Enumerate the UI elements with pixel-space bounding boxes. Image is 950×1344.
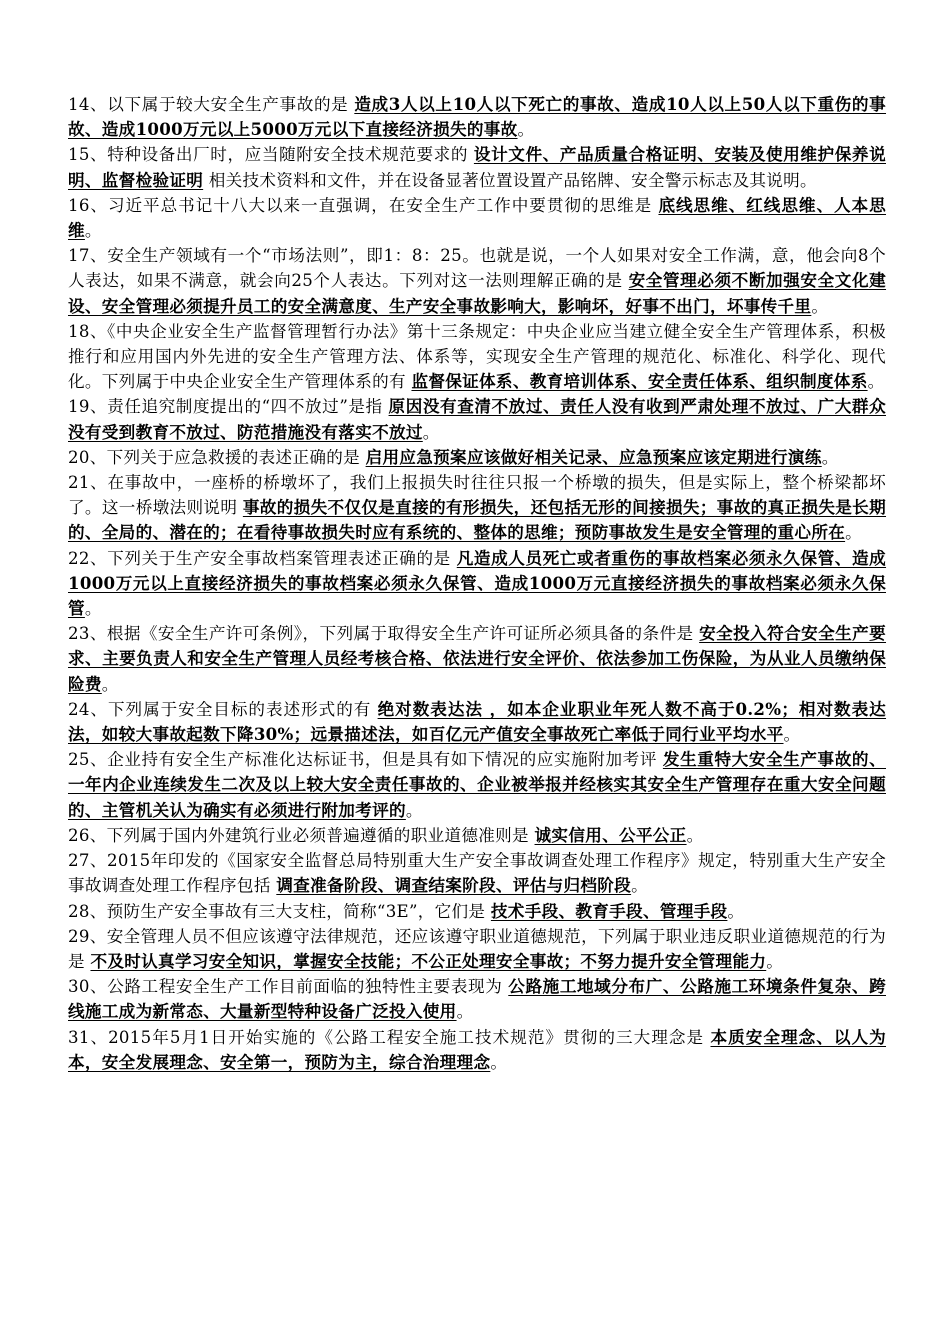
- question-14: [68, 92, 886, 142]
- question-text: 安全生产领域有一个“市场法则”，即1：8：25。也就是说，一个人如果对安全工作满，意，他会向8个人表达，如果不满意，就会向25个人表达。下列对这一法则理解正确的是: [68, 246, 886, 291]
- question-number: 29、: [68, 926, 107, 946]
- question-text: 2015年印发的《国家安全监督总局特别重大生产安全事故调查处理工作程序》规定，特别重大生产安全事故调查处理工作程序包括: [68, 851, 887, 896]
- question-text: 下列关于生产安全事故档案管理表述正确的是: [107, 548, 451, 568]
- answer-text: 造成3人以上10人以下死亡的事故、造成10人以上50人以下重伤的事故、造成1000万元以上5000万元以下直接经济损失的事故: [68, 94, 887, 140]
- answer-text: 安全管理必须不断加强安全文化建设、安全管理必须提升员工的安全满意度、生产安全事故影响大，影响坏，好事不出门，坏事传千里: [68, 270, 887, 316]
- question-number: 21、: [68, 473, 108, 493]
- question-26: [68, 823, 886, 848]
- question-tail: 。: [101, 674, 119, 694]
- question-number: 20、: [68, 447, 107, 467]
- answer-text: 技术手段、教育手段、管理手段: [490, 900, 728, 921]
- question-text: 企业持有安全生产标准化达标证书，但是具有如下情况的应实施附加考评: [107, 750, 658, 770]
- question-tail: 。: [422, 422, 440, 442]
- answer-text: 启用应急预案应该做好相关记录、应急预案应该定期进行演练: [365, 446, 822, 467]
- question-number: 27、: [68, 851, 108, 871]
- question-30: [68, 974, 886, 1024]
- answer-text: 设计文件、产品质量合格证明、安装及使用维护保养说明、监督检验证明: [68, 144, 886, 190]
- question-tail: 。: [783, 725, 801, 745]
- answer-text: 监督保证体系、教育培训体系、安全责任体系、组织制度体系: [411, 371, 868, 392]
- question-15: [68, 142, 886, 192]
- question-tail: 。: [686, 825, 704, 845]
- question-number: 28、: [68, 901, 107, 921]
- answer-text: 公路施工地域分布广、公路施工环境条件复杂、跨线施工成为新常态、大量新型特种设备广泛投入使用: [68, 976, 886, 1022]
- question-23: [68, 621, 886, 697]
- answer-text: 调查准备阶段、调查结案阶段、评估与归档阶段: [276, 875, 632, 896]
- question-number: 25、: [68, 750, 108, 770]
- document-body: [68, 92, 886, 1075]
- question-number: 23、: [68, 624, 107, 644]
- answer-text: 底线思维、红线思维、人本思维: [68, 194, 887, 241]
- question-tail: 相关技术资料和文件，并在设备显著位置设置产品铭牌、安全警示标志及其说明。: [208, 170, 817, 190]
- question-tail: 。: [821, 447, 839, 467]
- question-text: 《中央企业安全生产监督管理暂行办法》第十三条规定：中央企业应当建立健全安全生产管理体系，积极推行和应用国内外先进的安全生产管理方法、体系等，实现安全生产管理的规范化、标准化、科学化、现代化。下列属于中央企业安全生产管理体系的有: [68, 321, 886, 392]
- question-27: [68, 848, 886, 898]
- answer-text: 发生重特大安全生产事故的、一年内企业连续发生二次及以上较大安全责任事故的、企业被举报并经核实其安全生产管理存在重大安全问题的、主管机关认为确实有必须进行附加考评的: [68, 749, 886, 820]
- question-text: 以下属于较大安全生产事故的是: [107, 95, 349, 114]
- question-text: 安全管理人员不但应该遵守法律规范，还应该遵守职业道德规范，下列属于职业违反职业道德规范的行为是: [68, 926, 887, 971]
- question-16: [68, 193, 886, 243]
- question-17: [68, 243, 886, 319]
- question-tail: 。: [517, 120, 535, 140]
- question-tail: 。: [867, 372, 885, 392]
- question-number: 24、: [68, 699, 108, 719]
- question-text: 特种设备出厂时，应当随附安全技术规范要求的: [107, 145, 469, 165]
- question-tail: 。: [845, 523, 863, 543]
- answer-text: 凡造成人员死亡或者重伤的事故档案必须永久保管、造成1000万元以上直接经济损失的事故档案必须永久保管、造成1000万元直接经济损失的事故档案必须永久保管: [68, 547, 887, 619]
- question-text: 公路工程安全生产工作目前面临的独特性主要表现为: [107, 977, 503, 997]
- question-24: [68, 697, 886, 747]
- question-text: 责任追究制度提出的“四不放过”是指: [107, 397, 383, 417]
- question-31: [68, 1025, 886, 1075]
- question-number: 26、: [68, 825, 107, 845]
- question-22: [68, 546, 886, 622]
- question-text: 下列属于安全目标的表述形式的有: [107, 699, 372, 719]
- question-text: 2015年5月1日开始实施的《公路工程安全施工技术规范》贯彻的三大理念是: [108, 1027, 705, 1047]
- question-tail: 。: [631, 876, 648, 896]
- question-text: 下列属于国内外建筑行业必须普遍遵循的职业道德准则是: [106, 825, 529, 845]
- question-number: 31、: [68, 1027, 109, 1047]
- answer-text: 不及时认真学习安全知识，掌握安全技能；不公正处理安全事故；不努力提升安全管理能力: [90, 950, 767, 971]
- answer-text: 诚实信用、公平公正: [534, 824, 687, 845]
- question-29: [68, 924, 886, 974]
- question-text: 根据《安全生产许可条例》，下列属于取得安全生产许可证所必须具备的条件是: [106, 624, 694, 644]
- question-20: [68, 445, 886, 470]
- question-text: 下列关于应急救援的表述正确的是: [106, 447, 361, 467]
- question-number: 18、: [68, 321, 108, 341]
- question-number: 15、: [68, 145, 108, 165]
- question-tail: 。: [456, 1002, 474, 1022]
- answer-text: 绝对数表达法 ，如本企业职业年死人数不高于0.2%；相对数表达法，如较大事故起数下降30%；远景描述法，如百亿元产值安全事故死亡率低于同行业平均水平: [68, 698, 887, 745]
- question-25: [68, 747, 886, 823]
- answer-text: 事故的损失不仅仅是直接的有形损失，还包括无形的间接损失；事故的真正损失是长期的、全局的、潜在的；在看待事故损失时应有系统的、整体的思维；预防事故发生是安全管理的重心所在: [68, 497, 887, 543]
- question-tail: 。: [490, 1052, 508, 1072]
- question-tail: 。: [811, 296, 829, 316]
- question-number: 30、: [68, 977, 108, 997]
- question-tail: 。: [84, 599, 102, 619]
- question-text: 预防生产安全事故有三大支柱，简称“3E”，它们是: [106, 901, 486, 921]
- question-number: 19、: [68, 397, 108, 417]
- answer-text: 本质安全理念、以人为本，安全发展理念、安全第一，预防为主，综合治理理念: [68, 1026, 887, 1072]
- question-number: 17、: [68, 246, 108, 266]
- answer-text: 安全投入符合安全生产要求、主要负责人和安全生产管理人员经考核合格、依法进行安全评价、依法参加工伤保险，为从业人员缴纳保险费: [68, 623, 887, 694]
- question-tail: 。: [727, 901, 745, 921]
- question-text: 在事故中，一座桥的桥墩坏了，我们上报损失时往往只报一个桥墩的损失，但是实际上，整个桥梁都坏了。这一桥墩法则说明: [68, 473, 887, 518]
- question-number: 22、: [68, 548, 108, 568]
- question-28: [68, 899, 886, 924]
- question-tail: 。: [766, 951, 784, 971]
- question-18: [68, 319, 886, 395]
- question-tail: 。: [405, 800, 423, 820]
- answer-text: 原因没有查清不放过、责任人没有收到严肃处理不放过、广大群众没有受到教育不放过、防范措施没有落实不放过: [68, 396, 886, 442]
- question-number: 14、: [68, 95, 108, 114]
- question-number: 16、: [68, 195, 108, 215]
- question-text: 习近平总书记十八大以来一直强调，在安全生产工作中要贯彻的思维是: [107, 195, 653, 215]
- question-19: [68, 394, 886, 444]
- question-21: [68, 470, 886, 546]
- question-tail: 。: [84, 221, 102, 241]
